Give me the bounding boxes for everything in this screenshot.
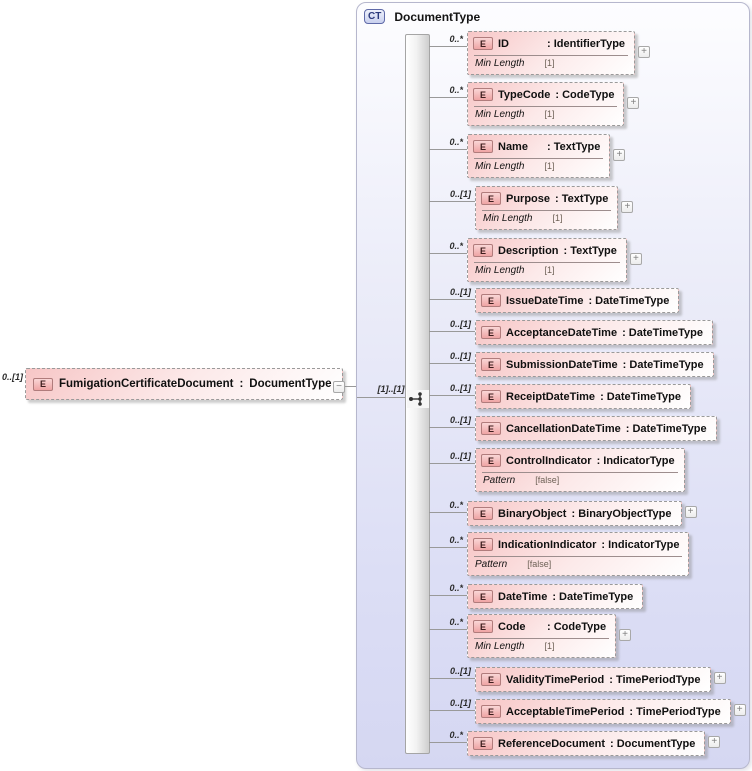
element-box[interactable] (475, 320, 713, 345)
cardinality-label: 0..[1] (449, 287, 471, 297)
element-type: : CodeType (547, 620, 607, 633)
cardinality-label: 0..* (449, 500, 463, 510)
element-box[interactable] (475, 186, 618, 230)
facet-value: [1] (544, 641, 555, 651)
element-box[interactable] (467, 614, 616, 658)
connector-line (429, 46, 467, 47)
model-cardinality-label: [1]..[1] (377, 384, 405, 394)
expand-icon[interactable]: + (714, 672, 726, 684)
facet-name: Min Length (475, 265, 525, 276)
element-type: : CodeType (555, 88, 615, 101)
cardinality-label: 0..* (449, 583, 463, 593)
cardinality-label: 0..* (449, 34, 463, 44)
element-box[interactable] (475, 448, 685, 492)
element-icon: E (33, 378, 53, 391)
facet-name: Pattern (475, 559, 508, 570)
cardinality-label: 0..[1] (449, 451, 471, 461)
element-box[interactable] (475, 416, 717, 441)
element-box[interactable] (467, 584, 643, 609)
element-type: : TextType (555, 192, 609, 205)
element-icon: E (481, 326, 501, 339)
element-type: : IdentifierType (547, 37, 626, 50)
element-name: IndicationIndicator (498, 538, 597, 551)
element-icon: E (473, 590, 493, 603)
element-type: : DocumentType (609, 737, 696, 750)
root-cardinality-label: 0..[1] (2, 372, 24, 382)
element-box[interactable] (467, 731, 705, 756)
element-icon: E (473, 620, 493, 633)
connector-line (429, 363, 475, 364)
facet-value: [1] (552, 213, 563, 223)
cardinality-label: 0..[1] (449, 351, 471, 361)
expand-icon[interactable]: + (734, 704, 746, 716)
element-box[interactable] (467, 501, 682, 526)
element-box[interactable] (467, 82, 624, 126)
sequence-icon (407, 390, 429, 408)
element-name: ReceiptDateTime (506, 390, 596, 403)
element-icon: E (481, 673, 501, 686)
root-element-name: FumigationCertificateDocument (59, 378, 234, 390)
element-name: ID (498, 37, 509, 50)
connector-line (429, 463, 475, 464)
element-box[interactable] (475, 288, 679, 313)
connector-line (429, 299, 475, 300)
complex-type-header (364, 9, 480, 24)
connector-line (429, 547, 467, 548)
element-name: Name (498, 140, 528, 153)
element-box[interactable] (467, 238, 627, 282)
element-icon: E (481, 192, 501, 205)
element-type: : DateTimeType (625, 422, 707, 435)
facet-name: Min Length (483, 213, 533, 224)
facet-value: [1] (544, 265, 555, 275)
element-icon: E (481, 294, 501, 307)
expand-icon[interactable]: + (613, 149, 625, 161)
element-name: ValidityTimePeriod (506, 673, 605, 686)
element-name: Code (498, 620, 526, 633)
element-box[interactable] (467, 134, 610, 178)
expand-icon[interactable]: + (638, 46, 650, 58)
element-icon: E (473, 88, 493, 101)
cardinality-label: 0..* (449, 617, 463, 627)
element-icon: E (481, 454, 501, 467)
cardinality-label: 0..[1] (449, 666, 471, 676)
cardinality-label: 0..* (449, 137, 463, 147)
connector-line (429, 595, 467, 596)
element-type: : DateTimeType (600, 390, 681, 403)
element-type: : DateTimeType (622, 358, 704, 371)
expand-icon[interactable]: + (708, 736, 720, 748)
facet-name: Min Length (475, 58, 525, 69)
facet-value: [false] (527, 559, 552, 569)
connector-line (429, 427, 475, 428)
element-icon: E (481, 705, 501, 718)
facet-value: [false] (535, 475, 560, 485)
element-type: : DateTimeType (588, 294, 670, 307)
cardinality-label: 0..* (449, 535, 463, 545)
model-connector-line (357, 397, 411, 398)
connector-line (429, 512, 467, 513)
connector-line (429, 629, 467, 630)
element-box[interactable] (475, 352, 714, 377)
facet-name: Min Length (475, 109, 525, 120)
element-box[interactable] (467, 31, 635, 75)
connector-line (429, 710, 475, 711)
expand-icon[interactable]: + (630, 253, 642, 265)
element-type: : DateTimeType (622, 326, 703, 339)
element-icon: E (473, 140, 493, 153)
element-type: : TextType (563, 244, 617, 257)
complex-type-container (356, 2, 750, 769)
root-element-type: DocumentType (249, 378, 332, 390)
complex-type-title: DocumentType (394, 9, 481, 24)
element-name: SubmissionDateTime (506, 358, 618, 371)
element-name: Purpose (506, 192, 551, 205)
collapse-icon[interactable]: − (333, 381, 345, 393)
expand-icon[interactable]: + (627, 97, 639, 109)
facet-value: [1] (544, 109, 555, 119)
element-name: CancellationDateTime (506, 422, 621, 435)
facet-value: [1] (544, 58, 555, 68)
element-name: ControlIndicator (506, 454, 592, 467)
element-name: IssueDateTime (506, 294, 584, 307)
expand-icon[interactable]: + (619, 629, 631, 641)
cardinality-label: 0..[1] (449, 383, 471, 393)
element-icon: E (473, 37, 493, 50)
element-icon: E (481, 358, 501, 371)
cardinality-label: 0..[1] (449, 319, 471, 329)
cardinality-label: 0..* (449, 241, 463, 251)
facet-value: [1] (544, 161, 555, 171)
element-icon: E (473, 737, 493, 750)
element-name: AcceptableTimePeriod (506, 705, 625, 718)
element-icon: E (473, 244, 493, 257)
connector-line (429, 678, 475, 679)
expand-icon[interactable]: + (685, 506, 697, 518)
connector-line (429, 253, 467, 254)
element-type: : BinaryObjectType (571, 507, 672, 520)
element-icon: E (481, 390, 501, 403)
connector-line (429, 97, 467, 98)
element-type: : DateTimeType (552, 590, 634, 603)
element-box[interactable] (475, 667, 711, 692)
element-type: : TimePeriodType (609, 673, 701, 686)
cardinality-label: 0..* (449, 85, 463, 95)
connector-line (429, 742, 467, 743)
connector-line (429, 331, 475, 332)
element-box[interactable] (467, 532, 689, 576)
element-icon: E (481, 422, 501, 435)
element-name: AcceptanceDateTime (506, 326, 618, 339)
cardinality-label: 0..[1] (449, 698, 471, 708)
element-type: : IndicatorType (601, 538, 680, 551)
element-type: : TextType (547, 140, 601, 153)
element-box[interactable] (475, 384, 691, 409)
connector-line (429, 149, 467, 150)
cardinality-label: 0..[1] (449, 189, 471, 199)
element-icon: E (473, 538, 493, 551)
connector-line (429, 201, 475, 202)
element-name: TypeCode (498, 88, 551, 101)
element-type: : TimePeriodType (629, 705, 721, 718)
facet-name: Pattern (483, 475, 516, 486)
expand-icon[interactable]: + (621, 201, 633, 213)
element-icon: E (473, 507, 493, 520)
cardinality-label: 0..[1] (449, 415, 471, 425)
element-box[interactable] (475, 699, 731, 724)
element-type: : IndicatorType (596, 454, 675, 467)
element-name: DateTime (498, 590, 548, 603)
root-element-box[interactable] (25, 368, 343, 400)
facet-name: Min Length (475, 161, 525, 172)
root-element-type-sep: : (239, 378, 244, 390)
cardinality-label: 0..* (449, 730, 463, 740)
element-name: ReferenceDocument (498, 737, 605, 750)
complex-type-icon: CT (364, 9, 385, 24)
facet-name: Min Length (475, 641, 525, 652)
connector-line (429, 395, 475, 396)
element-name: BinaryObject (498, 507, 567, 520)
element-name: Description (498, 244, 559, 257)
